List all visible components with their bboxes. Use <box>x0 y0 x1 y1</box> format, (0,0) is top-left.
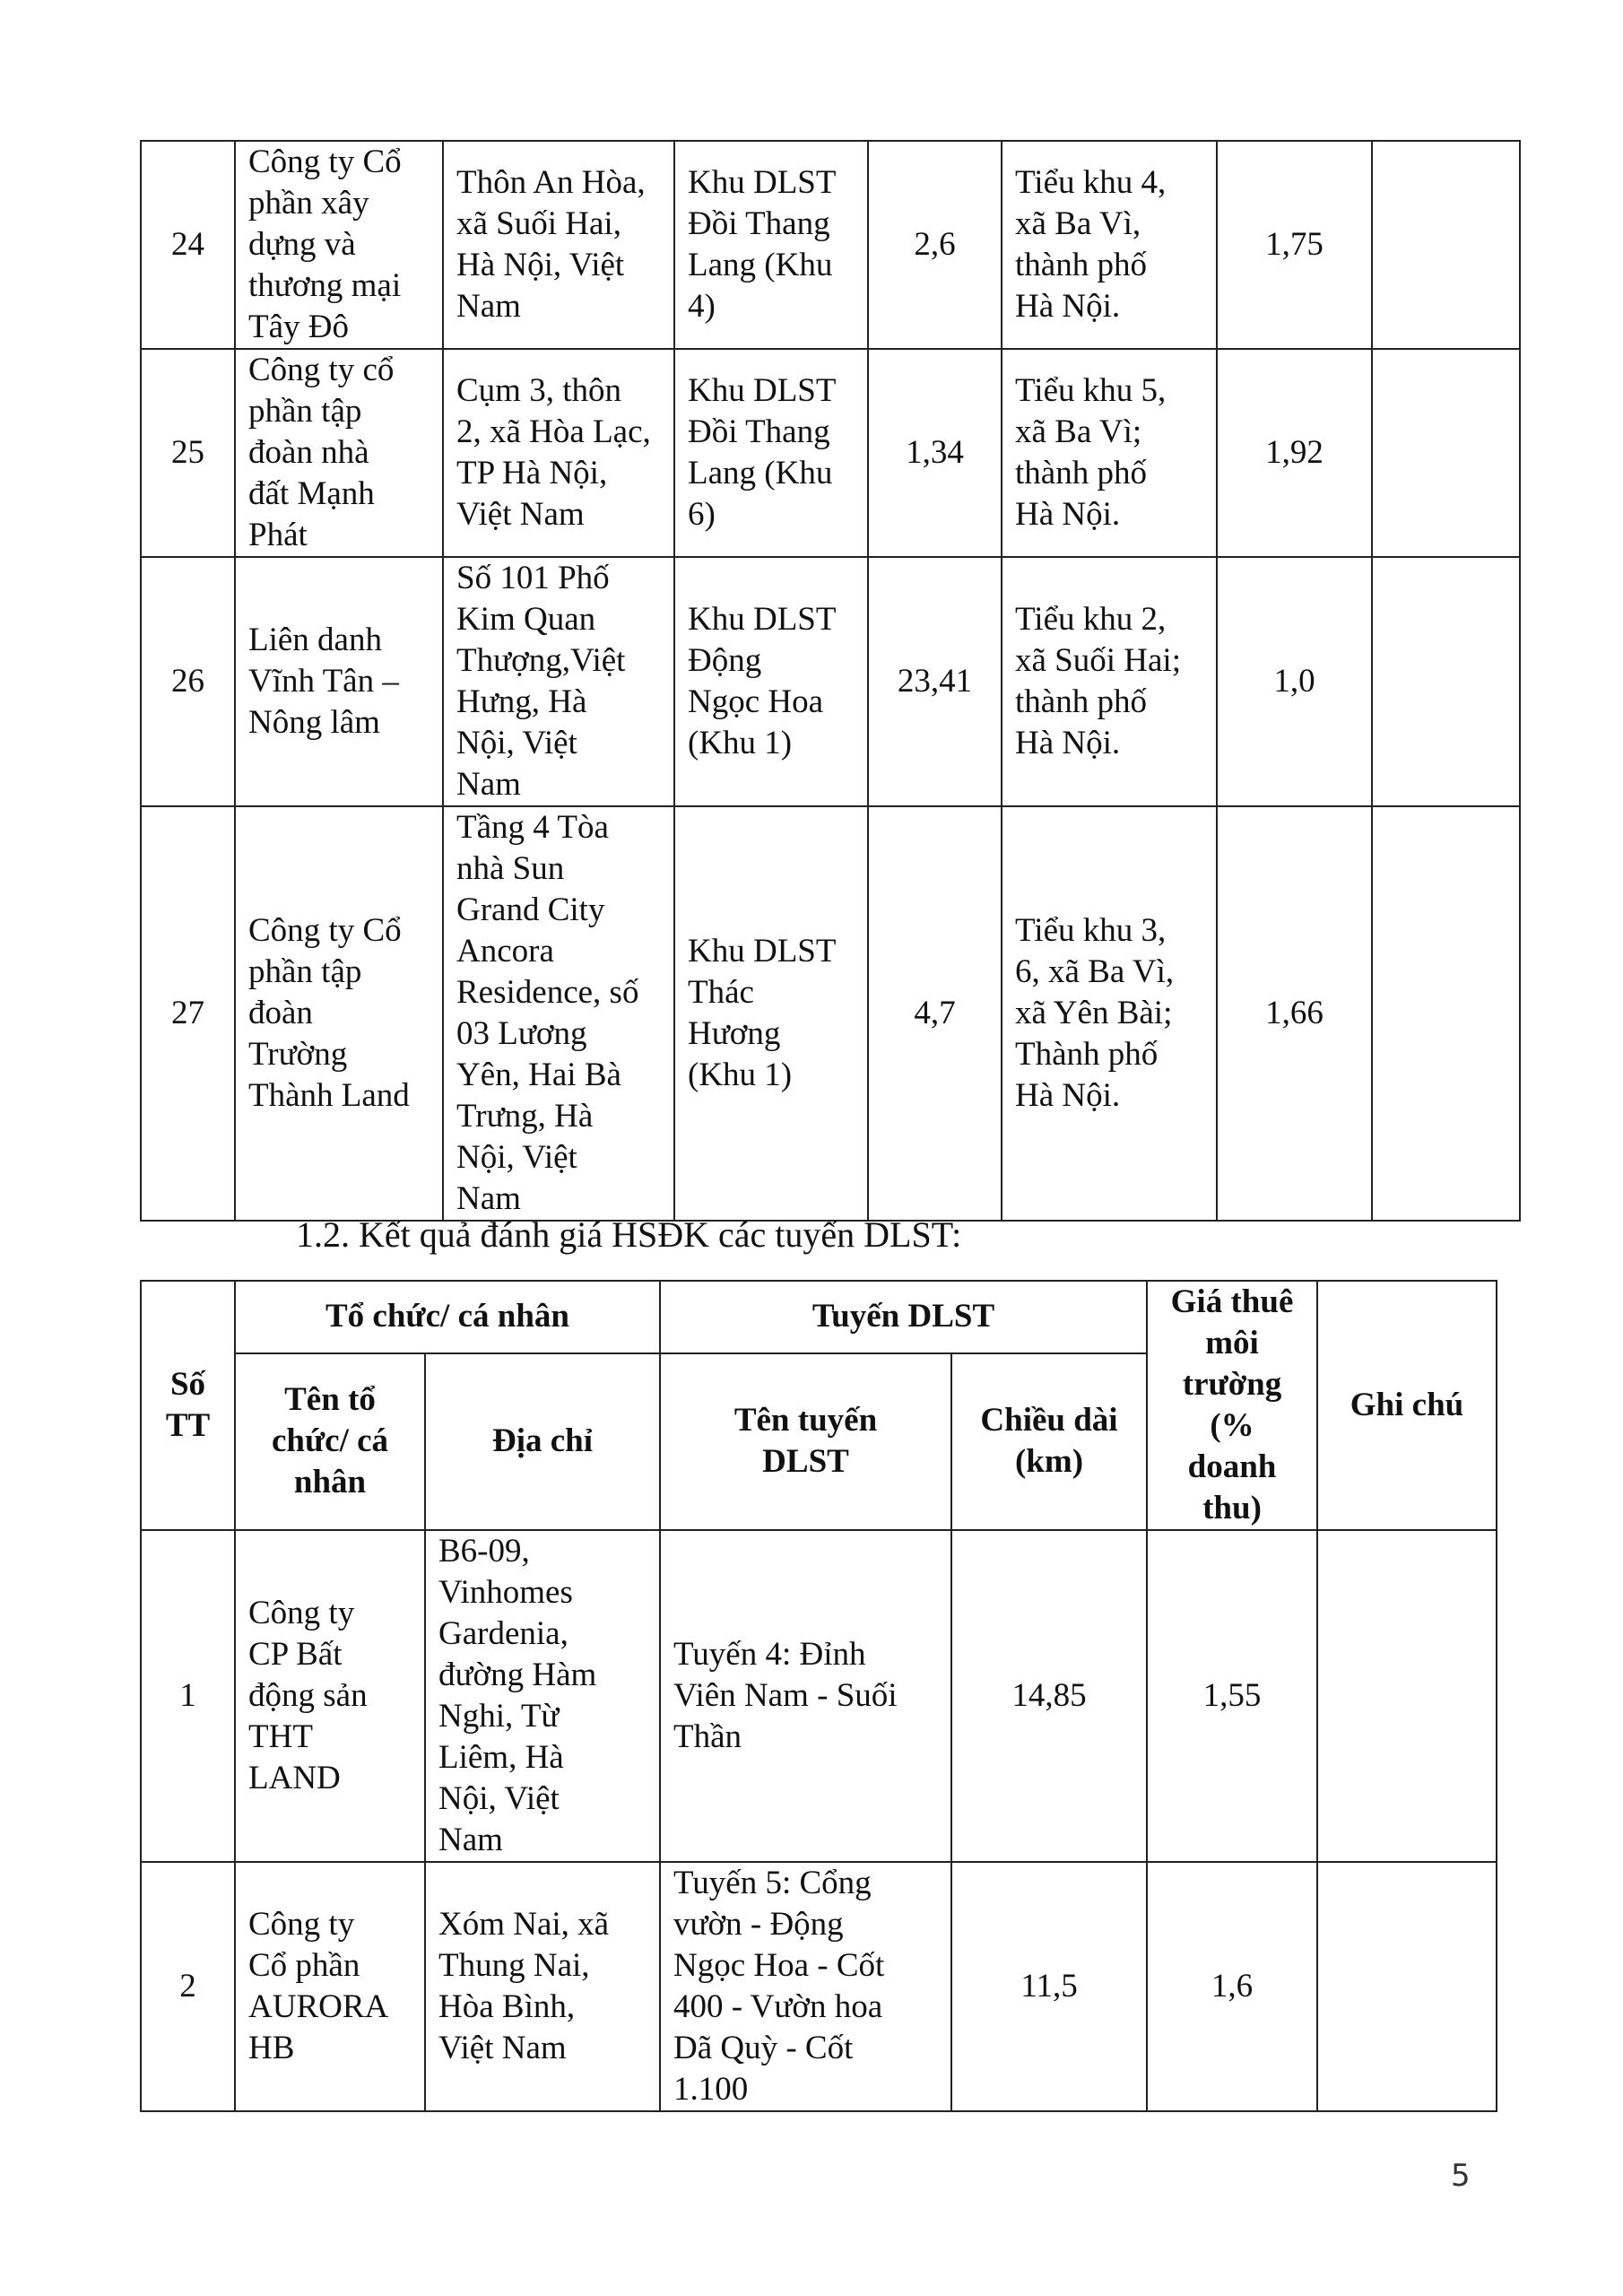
row-area-name: Khu DLST Đồi Thang Lang (Khu 4) <box>674 141 868 349</box>
row-address: Tầng 4 Tòa nhà Sun Grand City Ancora Residence, số 03 Lương Yên, Hai Bà Trưng, Hà Nội, Việt Nam <box>443 806 674 1221</box>
table-row <box>141 1530 1497 1862</box>
row-address: Cụm 3, thôn 2, xã Hòa Lạc, TP Hà Nội, Việt Nam <box>443 349 674 557</box>
table-row <box>141 806 1520 1221</box>
row-organization: Công ty Cổ phần tập đoàn Trường Thành Land <box>235 806 443 1221</box>
header-rent: Giá thuê môi trường (% doanh thu) <box>1147 1281 1317 1530</box>
row-size: 1,34 <box>868 349 1002 557</box>
row-route-name: Tuyến 5: Cổng vườn - Động Ngọc Hoa - Cốt 400 - Vườn hoa Dã Quỳ - Cốt 1.100 <box>660 1862 951 2111</box>
row-organization: Công ty Cổ phần AURORA HB <box>235 1862 425 2111</box>
row-location: Tiểu khu 2, xã Suối Hai; thành phố Hà Nội. <box>1002 557 1217 806</box>
row-address: B6-09, Vinhomes Gardenia, đường Hàm Nghi, Từ Liêm, Hà Nội, Việt Nam <box>425 1530 660 1862</box>
row-stt: 24 <box>141 141 235 349</box>
row-location: Tiểu khu 5, xã Ba Vì; thành phố Hà Nội. <box>1002 349 1217 557</box>
row-stt: 26 <box>141 557 235 806</box>
table-row <box>141 1862 1497 2111</box>
header-row <box>141 1281 1497 1353</box>
row-route-name: Tuyến 4: Đỉnh Viên Nam - Suối Thần <box>660 1530 951 1862</box>
header-route-group: Tuyến DLST <box>660 1281 1147 1353</box>
row-address: Xóm Nai, xã Thung Nai, Hòa Bình, Việt Nam <box>425 1862 660 2111</box>
header-note: Ghi chú <box>1317 1281 1497 1530</box>
header-route-name: Tên tuyến DLST <box>660 1353 951 1530</box>
row-organization: Công ty cổ phần tập đoàn nhà đất Mạnh Phát <box>235 349 443 557</box>
row-stt: 25 <box>141 349 235 557</box>
row-address: Số 101 Phố Kim Quan Thượng,Việt Hưng, Hà Nội, Việt Nam <box>443 557 674 806</box>
row-note <box>1372 557 1520 806</box>
row-rent: 1,55 <box>1147 1530 1317 1862</box>
header-address: Địa chỉ <box>425 1353 660 1530</box>
row-length: 11,5 <box>951 1862 1147 2111</box>
section-heading: 1.2. Kết quả đánh giá HSĐK các tuyến DLST: <box>296 1214 962 1255</box>
row-area-name: Khu DLST Đồi Thang Lang (Khu 6) <box>674 349 868 557</box>
header-stt: Số TT <box>141 1281 235 1530</box>
row-note <box>1372 806 1520 1221</box>
row-note <box>1372 141 1520 349</box>
row-area-name: Khu DLST Động Ngọc Hoa (Khu 1) <box>674 557 868 806</box>
table-row <box>141 141 1520 349</box>
header-organization-group: Tổ chức/ cá nhân <box>235 1281 660 1353</box>
row-rent: 1,92 <box>1217 349 1372 557</box>
row-note <box>1317 1530 1497 1862</box>
table-row <box>141 557 1520 806</box>
row-organization: Công ty Cổ phần xây dựng và thương mại Tây Đô <box>235 141 443 349</box>
row-location: Tiểu khu 4, xã Ba Vì, thành phố Hà Nội. <box>1002 141 1217 349</box>
header-length: Chiều dài (km) <box>951 1353 1147 1530</box>
row-organization: Liên danh Vĩnh Tân – Nông lâm <box>235 557 443 806</box>
results-table-routes <box>140 1280 1497 2112</box>
row-rent: 1,6 <box>1147 1862 1317 2111</box>
row-stt: 1 <box>141 1530 235 1862</box>
row-rent: 1,66 <box>1217 806 1372 1221</box>
header-organization-name: Tên tổ chức/ cá nhân <box>235 1353 425 1530</box>
row-stt: 2 <box>141 1862 235 2111</box>
row-stt: 27 <box>141 806 235 1221</box>
row-organization: Công ty CP Bất động sản THT LAND <box>235 1530 425 1862</box>
row-rent: 1,75 <box>1217 141 1372 349</box>
row-size: 4,7 <box>868 806 1002 1221</box>
row-location: Tiểu khu 3, 6, xã Ba Vì, xã Yên Bài; Thành phố Hà Nội. <box>1002 806 1217 1221</box>
results-table-areas <box>140 140 1521 1222</box>
row-note <box>1317 1862 1497 2111</box>
row-length: 14,85 <box>951 1530 1147 1862</box>
row-rent: 1,0 <box>1217 557 1372 806</box>
row-size: 23,41 <box>868 557 1002 806</box>
row-note <box>1372 349 1520 557</box>
row-size: 2,6 <box>868 141 1002 349</box>
row-address: Thôn An Hòa, xã Suối Hai, Hà Nội, Việt Nam <box>443 141 674 349</box>
page-number: 5 <box>1451 2158 1471 2194</box>
table-row <box>141 349 1520 557</box>
row-area-name: Khu DLST Thác Hương (Khu 1) <box>674 806 868 1221</box>
